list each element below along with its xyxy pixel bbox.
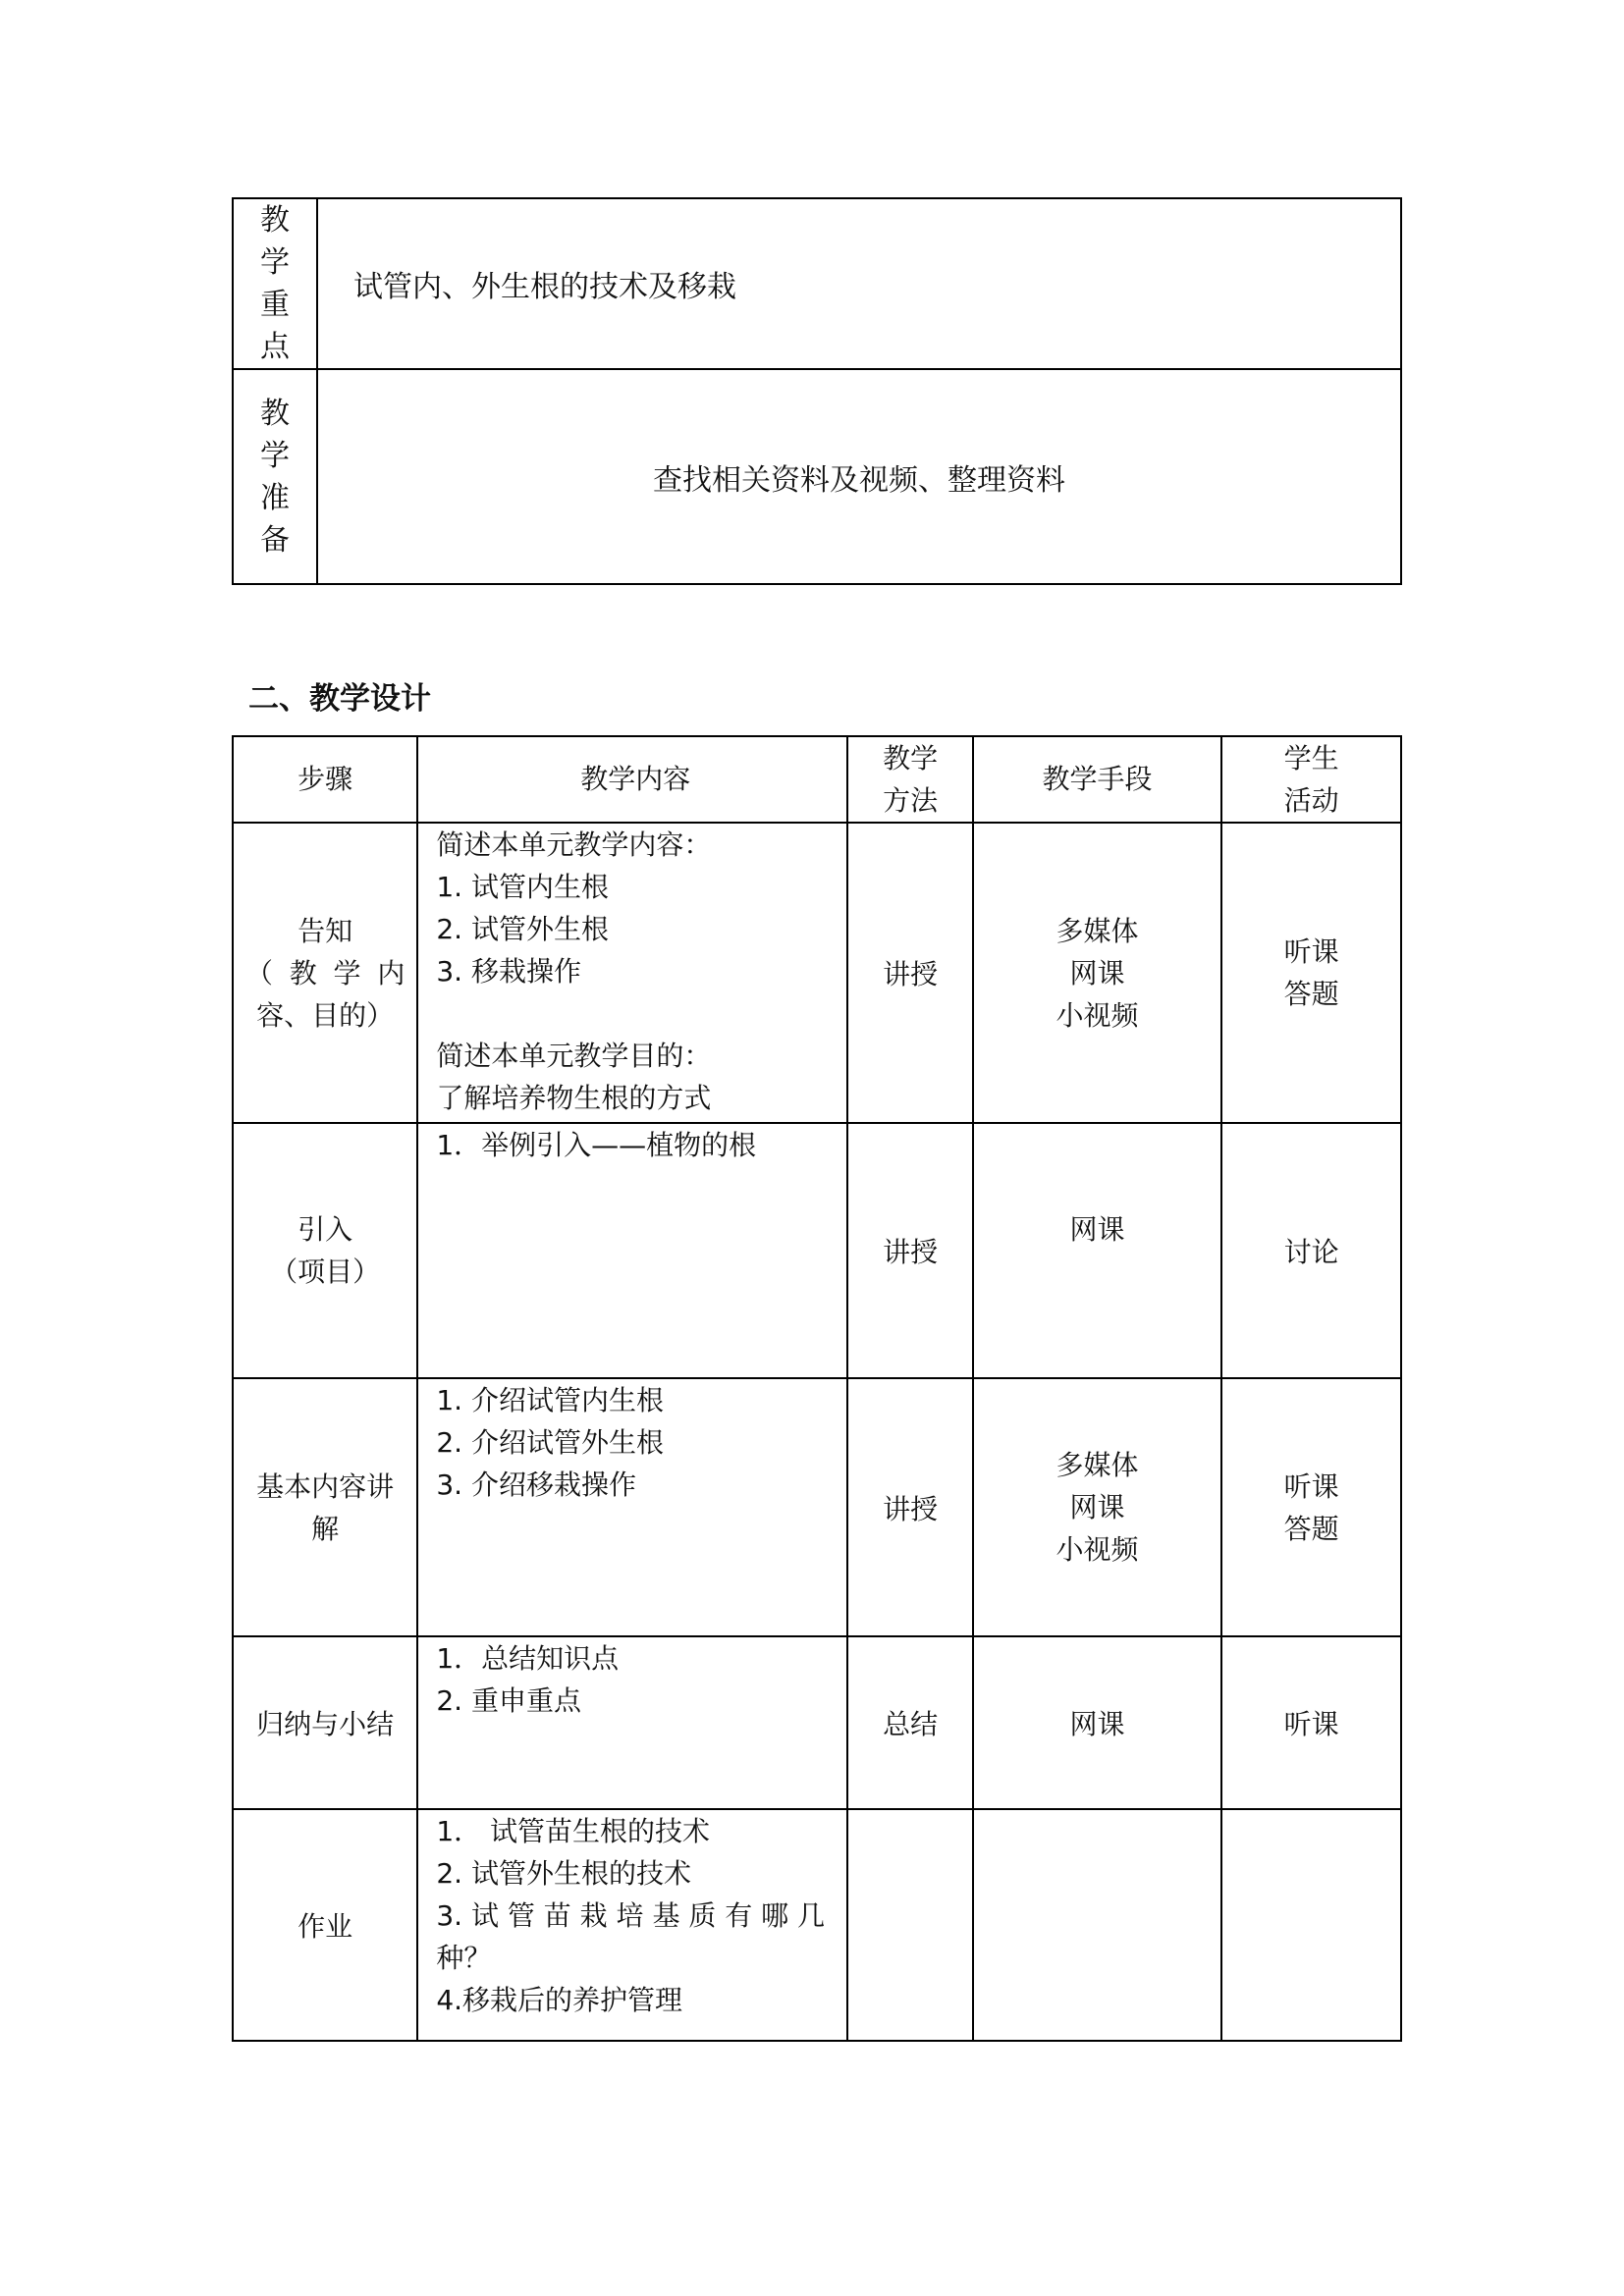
content-line: 种？	[436, 1942, 492, 1974]
header-step: 步骤	[233, 736, 417, 823]
header-content: 教学内容	[417, 736, 847, 823]
teaching-design-table	[232, 735, 1402, 2042]
content-line: 3. 试 管 苗 栽 培 基 质 有 哪 几	[436, 1899, 826, 1932]
label-char: 教	[260, 396, 290, 431]
means-cell: 网课	[973, 1636, 1221, 1809]
table-row	[233, 1123, 1401, 1378]
teaching-prep-value	[317, 369, 1401, 584]
step-line: （ 教 学 内	[245, 956, 406, 989]
activity-line: 答题	[1283, 1512, 1339, 1545]
step-line: 引入	[298, 1213, 353, 1246]
section-heading: 二、教学设计	[248, 681, 431, 717]
means-cell	[973, 823, 1221, 1123]
method-cell: 讲授	[847, 1123, 973, 1378]
content-line: 1． 试管苗生根的技术	[436, 1815, 711, 1847]
teaching-focus-text: 试管内、外生根的技术及移栽	[353, 270, 736, 304]
means-line: 多媒体	[1056, 914, 1139, 947]
means-cell	[973, 1378, 1221, 1636]
step-cell: 归纳与小结	[233, 1636, 417, 1809]
means-cell	[973, 1809, 1221, 2041]
means-line: 网课	[1069, 1213, 1125, 1246]
means-line: 小视频	[1056, 998, 1139, 1032]
header-means: 教学手段	[973, 736, 1221, 823]
means-cell	[973, 1123, 1221, 1378]
content-cell	[417, 1378, 847, 1636]
header-method-line: 教学	[883, 742, 939, 774]
activity-cell	[1221, 1378, 1401, 1636]
activity-line: 听课	[1283, 935, 1339, 968]
step-line: 告知	[298, 914, 353, 947]
step-cell	[233, 823, 417, 1123]
step-cell: 作业	[233, 1809, 417, 2041]
header-activity	[1221, 736, 1401, 823]
means-spacer	[974, 1251, 1220, 1293]
step-line: 基本内容讲	[256, 1469, 395, 1503]
content-line: 3. 移栽操作	[436, 955, 581, 988]
means-line: 多媒体	[1056, 1449, 1139, 1481]
content-line: 简述本单元教学内容：	[436, 828, 712, 861]
activity-cell	[1221, 1809, 1401, 2041]
teaching-focus-value	[317, 198, 1401, 369]
content-cell	[417, 823, 847, 1123]
teaching-focus-label	[233, 198, 317, 369]
content-line: 1．举例引入——植物的根	[436, 1129, 757, 1161]
step-line: 容、目的）	[256, 998, 395, 1032]
label-char: 点	[260, 330, 290, 364]
content-line: 2. 试管外生根	[436, 913, 609, 945]
activity-cell: 听课	[1221, 1636, 1401, 1809]
header-method	[847, 736, 973, 823]
content-line: 简述本单元教学目的：	[436, 1040, 712, 1072]
content-line: 1．总结知识点	[436, 1642, 620, 1675]
label-char: 教	[260, 203, 290, 238]
content-cell	[417, 1809, 847, 2041]
label-char: 准	[260, 480, 290, 515]
activity-line: 听课	[1283, 1469, 1339, 1503]
content-line: 1. 试管内生根	[436, 871, 609, 903]
step-line: （项目）	[270, 1255, 381, 1288]
label-char: 重	[260, 288, 290, 322]
method-cell: 讲授	[847, 823, 973, 1123]
table-row	[233, 1809, 1401, 2041]
activity-cell	[1221, 823, 1401, 1123]
step-line: 解	[311, 1512, 340, 1545]
table-row	[233, 823, 1401, 1123]
table-row	[233, 1378, 1401, 1636]
content-line: 4.移栽后的养护管理	[436, 1984, 683, 2016]
content-line: 2. 试管外生根的技术	[436, 1857, 691, 1890]
top-info-table	[232, 197, 1402, 585]
content-line: 2. 介绍试管外生根	[436, 1426, 664, 1459]
means-line: 小视频	[1056, 1533, 1139, 1566]
activity-cell: 讨论	[1221, 1123, 1401, 1378]
means-line: 网课	[1069, 956, 1125, 989]
content-line: 了解培养物生根的方式	[436, 1082, 712, 1114]
header-activity-line: 学生	[1283, 742, 1339, 774]
content-line: 1. 介绍试管内生根	[436, 1384, 664, 1416]
label-char: 备	[260, 522, 290, 558]
content-line: 2. 重申重点	[436, 1684, 581, 1717]
header-activity-line: 活动	[1283, 784, 1339, 817]
activity-line: 答题	[1283, 978, 1339, 1010]
content-cell	[417, 1123, 847, 1378]
table-header-row	[233, 736, 1401, 823]
means-line: 网课	[1069, 1491, 1125, 1523]
teaching-prep-label	[233, 369, 317, 584]
teaching-prep-text: 查找相关资料及视频、整理资料	[653, 462, 1065, 498]
table-row	[233, 1636, 1401, 1809]
method-cell	[847, 1809, 973, 2041]
method-cell: 讲授	[847, 1378, 973, 1636]
label-char: 学	[260, 245, 290, 280]
content-gap	[436, 992, 835, 1035]
label-char: 学	[260, 438, 290, 473]
step-cell	[233, 1123, 417, 1378]
method-cell: 总结	[847, 1636, 973, 1809]
content-cell	[417, 1636, 847, 1809]
step-cell	[233, 1378, 417, 1636]
content-line: 3. 介绍移栽操作	[436, 1468, 636, 1501]
header-method-line: 方法	[883, 784, 939, 817]
